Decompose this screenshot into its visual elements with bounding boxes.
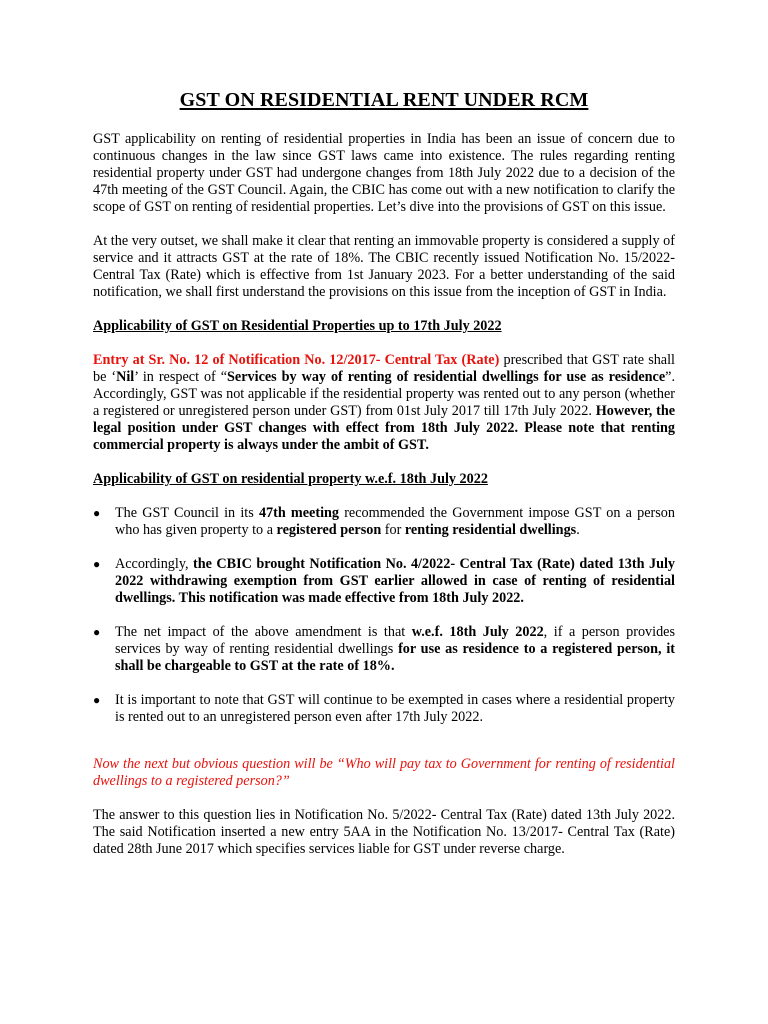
text-span: , if a person provides services by way of renting residential dwellings	[115, 624, 675, 657]
bold-text: the CBIC brought Notification No. 4/2022- Central Tax (Rate) dated 13th July 2022 withdrawing exemption from GST earlier allowed in case of renting of residential dwellings. This notification was made effective from 18th July 2022.	[115, 556, 675, 606]
section-heading-from-18th-july: Applicability of GST on residential property w.e.f. 18th July 2022	[93, 471, 488, 487]
document-title: GST ON RESIDENTIAL RENT UNDER RCM	[179, 89, 589, 111]
list-item	[93, 624, 675, 675]
list-item	[93, 692, 675, 726]
text-span: for	[381, 522, 405, 538]
nil-rate: Nil	[116, 369, 135, 385]
text-span: prescribed that GST rate shall be ‘	[93, 352, 675, 385]
services-description: Services by way of renting of residential dwellings for use as residence	[227, 369, 666, 385]
notification-entry-reference: Entry at Sr. No. 12 of Notification No. 12/2017- Central Tax (Rate)	[93, 352, 500, 368]
text-span: recommended the Government impose GST on a person who has given property to a	[115, 505, 675, 538]
bullet-icon: ●	[93, 506, 101, 520]
bold-text: 47th meeting	[258, 505, 339, 521]
intro-paragraph-1: GST applicability on renting of residential properties in India has been an issue of concern due to continuous changes in the law since GST laws came into existence. The rules regarding renting residential property under GST had undergone changes from 18th July 2022 due to a decision of the 47th meeting of the GST Council. Again, the CBIC has come out with a new notification to clarify the scope of GST on renting of residential properties. Let’s dive into the provisions of GST on this issue.	[93, 131, 675, 215]
bold-text: for use as residence to a registered person, it shall be chargeable to GST at the rate of 18%.	[115, 641, 675, 674]
text-span: The net impact of the above amendment is that	[115, 624, 412, 640]
text-span: .	[576, 522, 580, 538]
bold-text: renting residential dwellings	[404, 522, 577, 538]
bold-text: registered person	[276, 522, 382, 538]
bullet-list	[93, 505, 675, 726]
text-span: The GST Council in its	[115, 505, 259, 521]
text-span: Accordingly,	[115, 556, 194, 572]
bullet-icon: ●	[93, 557, 101, 571]
section-heading-up-to-17th-july: Applicability of GST on Residential Properties up to 17th July 2022	[93, 318, 502, 334]
section1-paragraph	[93, 352, 675, 454]
list-item	[93, 556, 675, 607]
answer-paragraph: The answer to this question lies in Notification No. 5/2022- Central Tax (Rate) dated 13th July 2022. The said Notification inserted a new entry 5AA in the Notification No. 13/2017- Central Tax (Rate) dated 28th June 2017 which specifies services liable for GST under reverse charge.	[93, 807, 675, 857]
text-span: ”. Accordingly, GST was not applicable if the residential property was rented out to any person (whether a registered or unregistered person under GST) from 01st July 2017 till 17th July 2022.	[93, 369, 675, 419]
bold-text: w.e.f. 18th July 2022	[411, 624, 544, 640]
legal-position-note: However, the legal position under GST changes with effect from 18th July 2022. Please note that renting commercial property is always under the ambit of GST.	[93, 403, 676, 453]
question-paragraph: Now the next but obvious question will be “Who will pay tax to Government for renting of residential dwellings to a registered person?”	[93, 756, 675, 789]
text-span: ’ in respect of “	[134, 369, 228, 385]
text-span: It is important to note that GST will continue to be exempted in cases where a residential property is rented out to an unregistered person even after 17th July 2022.	[115, 692, 675, 725]
intro-paragraph-2: At the very outset, we shall make it clear that renting an immovable property is considered a supply of service and it attracts GST at the rate of 18%. The CBIC recently issued Notification No. 15/2022- Central Tax (Rate) which is effective from 1st January 2023. For a better understanding of the said notification, we shall first understand the provisions on this issue from the inception of GST in India.	[93, 233, 675, 300]
bullet-icon: ●	[93, 693, 101, 707]
list-item	[93, 505, 675, 539]
bullet-icon: ●	[93, 625, 101, 639]
